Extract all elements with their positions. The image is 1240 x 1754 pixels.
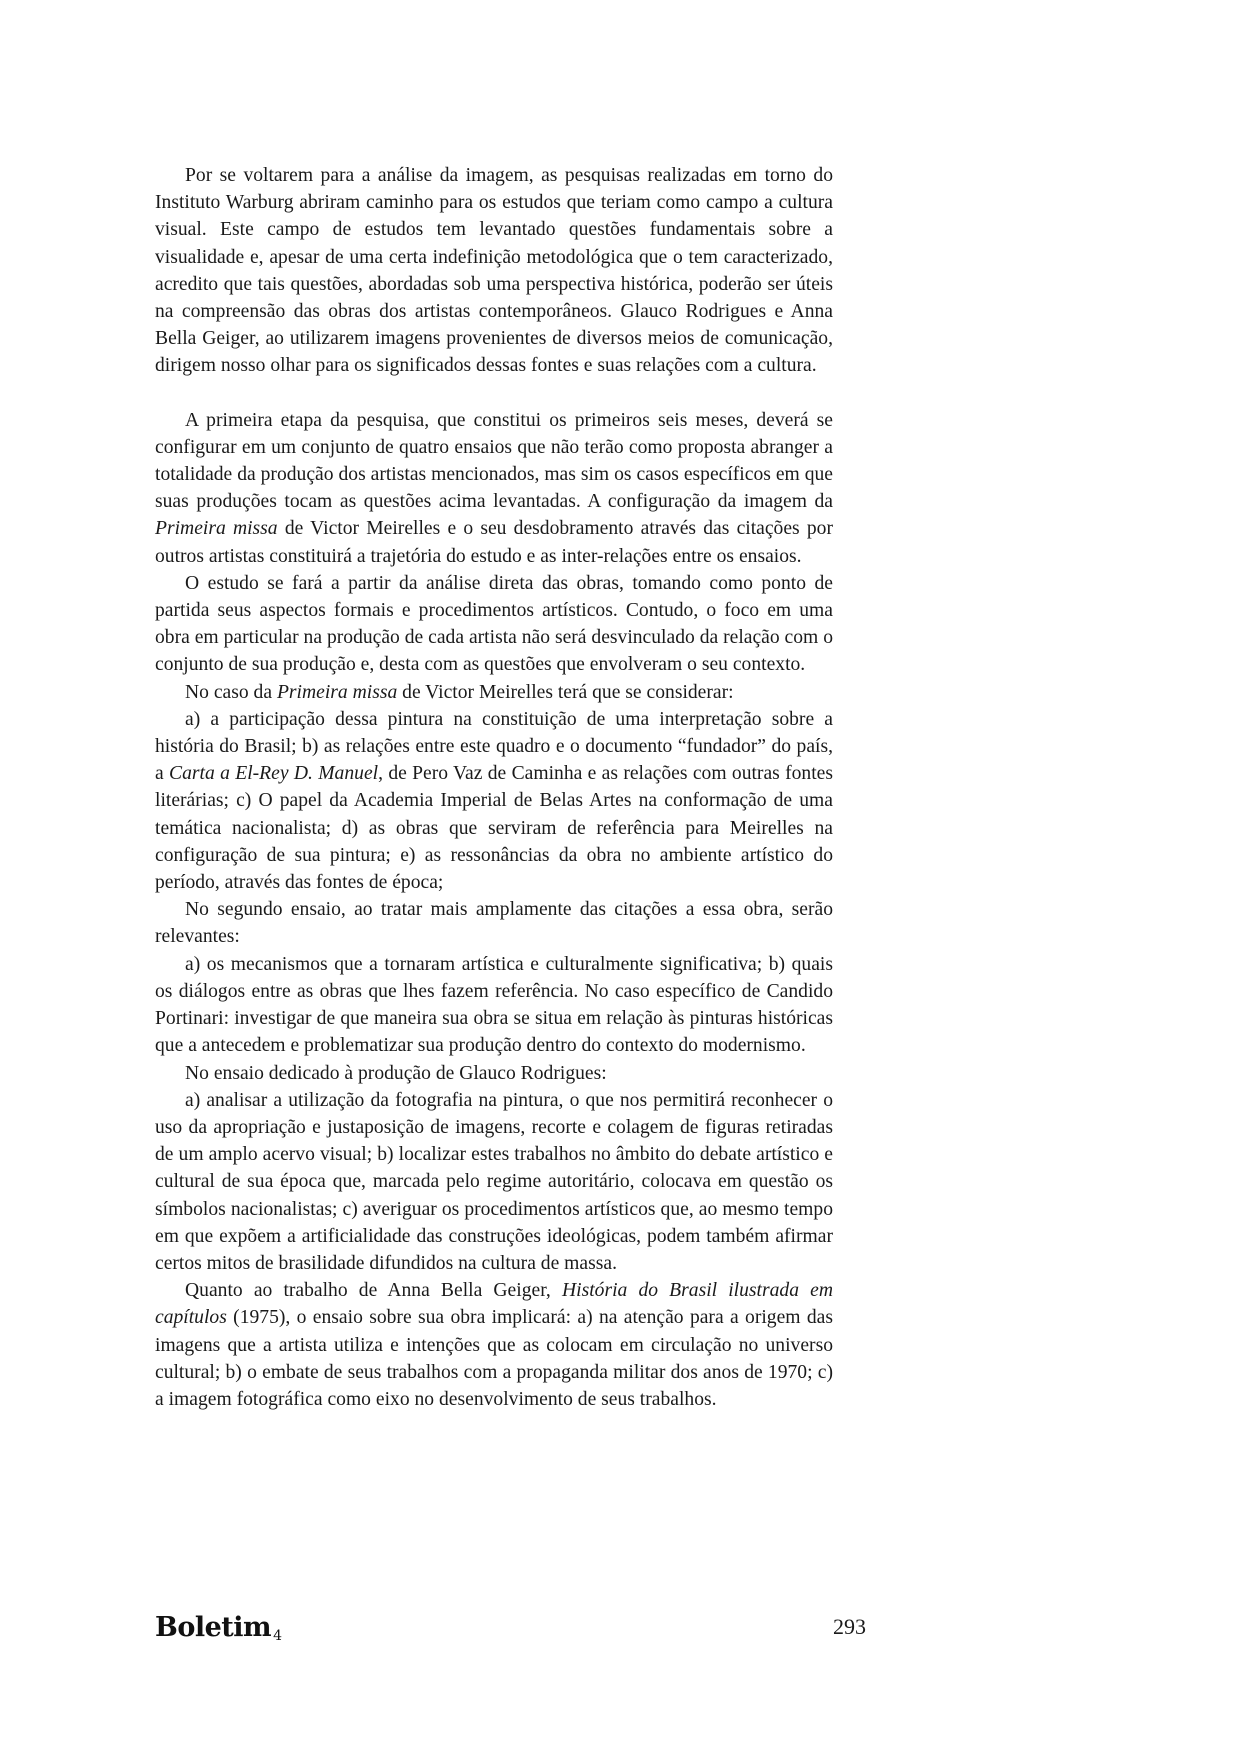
italic-title: Primeira missa — [155, 518, 278, 540]
paragraph-text: A primeira etapa da pesquisa, que constitui os primeiros seis meses, deverá se configurar em um conjunto de quatro ensaios que não terão como proposta abranger a totalidade da produção dos artistas mencionados, mas sim os casos específicos em que suas produções tocam as questões acima levantadas. A configuração da imagem da — [155, 409, 833, 513]
paragraph — [155, 570, 833, 679]
italic-title: Carta a El-Rey D. Manuel — [169, 763, 379, 785]
paragraph-text: de Victor Meirelles e o seu desdobramento através das citações por outros artistas constituirá a trajetória do estudo e as inter-relações entre os ensaios. — [155, 518, 834, 567]
paragraph — [155, 951, 833, 1060]
paragraph — [155, 407, 833, 570]
paragraph-text: Quanto ao trabalho de Anna Bella Geiger, — [185, 1280, 562, 1302]
journal-logo-name: Boletim — [155, 1612, 272, 1643]
paragraph — [155, 896, 833, 950]
body-text — [155, 162, 833, 1413]
paragraph-text: Por se voltarem para a análise da imagem, as pesquisas realizadas em torno do Instituto Warburg abriram caminho para os estudos que teriam como campo a cultura visual. Este campo de estudos tem levantado questões fundamentais sobre a visualidade e, apesar de uma certa indefinição metodológica que o tem caracterizado, acredito que tais questões, abordadas sob uma perspectiva histórica, poderão ser úteis na compreensão das obras dos artistas contemporâneos. Glauco Rodrigues e Anna Bella Geiger, ao utilizarem imagens provenientes de diversos meios de comunicação, dirigem nosso olhar para os significados dessas fontes e suas relações com a cultura. — [155, 165, 833, 377]
paragraph — [155, 162, 833, 380]
paragraph-text: a) os mecanismos que a tornaram artística e culturalmente significativa; b) quais os diálogos entre as obras que lhes fazem referência. No caso específico de Candido Portinari: investigar de que maneira sua obra se situa em relação às pinturas históricas que a antecedem e problematizar sua produção dentro do contexto do modernismo. — [155, 953, 833, 1057]
italic-title: História do Brasil ilustrada em capítulos — [155, 1280, 833, 1329]
paragraph — [155, 679, 833, 706]
paragraph-text: a) analisar a utilização da fotografia na pintura, o que nos permitirá reconhecer o uso da apropriação e justaposição de imagens, recorte e colagem de figuras retiradas de um amplo acervo visual; b) localizar estes trabalhos no âmbito do debate artístico e cultural de sua época que, marcada pelo regime autoritário, colocava em questão os símbolos nacionalistas; c) averiguar os procedimentos artísticos que, ao mesmo tempo em que expõem a artificialidade das construções ideológicas, podem também afirmar certos mitos de brasilidade difundidos na cultura de massa. — [155, 1089, 833, 1274]
paragraph-text: No segundo ensaio, ao tratar mais amplamente das citações a essa obra, serão relevantes: — [155, 899, 833, 948]
journal-issue-number: 4 — [273, 1628, 282, 1644]
italic-title: Primeira missa — [276, 681, 398, 703]
paragraph — [155, 1060, 833, 1087]
page-number: 293 — [833, 1614, 866, 1639]
paragraph — [155, 1087, 833, 1277]
paragraph-text: O estudo se fará a partir da análise direta das obras, tomando como ponto de partida seus aspectos formais e procedimentos artísticos. Contudo, o foco em uma obra em particular na produção de cada artista não será desvinculado da relação com o conjunto de sua produção e, desta com as questões que envolveram o seu contexto. — [155, 572, 833, 676]
paragraph-text: de Victor Meirelles terá que se considerar: — [397, 681, 734, 703]
paragraph-text: No ensaio dedicado à produção de Glauco Rodrigues: — [185, 1062, 607, 1084]
paragraph-text: a) a participação dessa pintura na constituição de uma interpretação sobre a história do Brasil; b) as relações entre este quadro e o documento “fundador” do país, a — [155, 708, 833, 785]
paragraph-text: (1975), o ensaio sobre sua obra implicará: a) na atenção para a origem das imagens que a artista utiliza e intenções que as colocam em circulação no universo cultural; b) o embate de seus trabalhos com a propaganda militar dos anos de 1970; c) a imagem fotográfica como eixo no desenvolvimento de seus trabalhos. — [155, 1307, 833, 1410]
paragraph — [155, 706, 833, 896]
paragraph-text: No caso da — [185, 681, 277, 703]
paragraph — [155, 1277, 833, 1413]
journal-logo — [155, 1612, 281, 1644]
paragraph-text: , de Pero Vaz de Caminha e as relações com outras fontes literárias; c) O papel da Academia Imperial de Belas Artes na conformação de uma temática nacionalista; d) as obras que serviram de referência para Meirelles na configuração de sua pintura; e) as ressonâncias da obra no ambiente artístico do período, através das fontes de época; — [155, 763, 833, 894]
